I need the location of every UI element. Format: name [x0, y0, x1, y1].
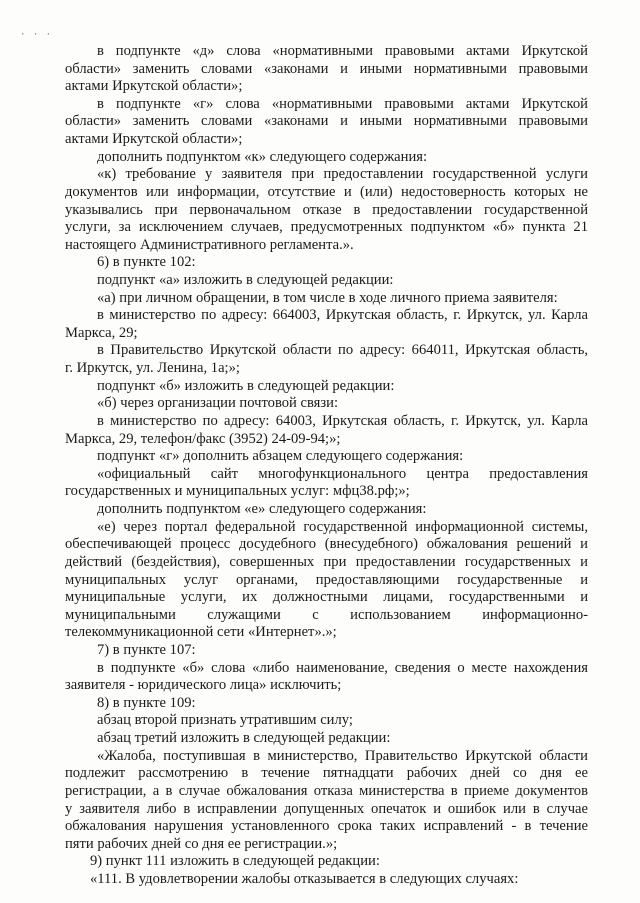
text-line: в министерство по адресу: 64003, Иркутская область, г. Иркутск, ул. Карла — [97, 413, 588, 429]
text-line: Маркса, 29; — [65, 325, 138, 341]
text-line: в министерство по адресу: 664003, Иркутская область, г. Иркутск, ул. Карла — [97, 307, 588, 323]
scan-mark: · · · — [20, 30, 53, 40]
text-line: 9) пункт 111 изложить в следующей редакции: — [90, 853, 380, 869]
text-line: услуги, за исключением случаев, предусмотренных подпунктом «б» пункта 21 — [65, 219, 588, 235]
text-line: настоящего Административного регламента.». — [65, 237, 354, 253]
text-line: дополнить подпунктом «е» следующего содержания: — [97, 501, 427, 517]
text-line: «а) при личном обращении, в том числе в ходе личного приема заявителя: — [97, 290, 558, 306]
text-line: 8) в пункте 109: — [97, 695, 196, 711]
text-line: телекоммуникационной сети «Интернет».»; — [65, 624, 337, 640]
text-line: документов или информации, отсутствие и (или) недостоверность которых не — [65, 184, 588, 200]
text-line: регистрации, а в случае обжалования отказа министерства в приеме документов — [65, 783, 588, 799]
text-line: «официальный сайт многофункционального центра предоставления — [97, 466, 588, 482]
text-line: подпункт «г» дополнить абзацем следующего содержания: — [97, 448, 464, 464]
text-line: актами Иркутской области»; — [65, 131, 243, 147]
text-line: в подпункте «г» слова «нормативными правовыми актами Иркутской — [97, 96, 588, 112]
text-line: подпункт «б» изложить в следующей редакции: — [97, 378, 395, 394]
text-line: обеспечивающей процесс досудебного (внесудебного) обжалования решений и — [65, 536, 588, 552]
text-line: государственных и муниципальных услуг: мфц38.рф;»; — [65, 483, 410, 499]
text-line: муниципальные услуги, их должностными лицами, государственными и — [65, 589, 588, 605]
text-line: муниципальными служащими с использованием информационно- — [65, 607, 588, 623]
text-line: в подпункте «б» слова «либо наименование, сведения о месте нахождения — [97, 660, 588, 676]
text-line: 6) в пункте 102: — [97, 254, 196, 270]
text-line: обжалования нарушения установленного срока таких исправлений - в течение — [65, 818, 588, 834]
text-line: муниципальных услуг органами, предоставляющими государственные и — [65, 572, 588, 588]
text-line: пяти рабочих дней со дня ее регистрации.»; — [65, 836, 338, 852]
text-line: в Правительство Иркутской области по адресу: 664011, Иркутская область, — [97, 342, 588, 358]
text-line: «е) через портал федеральной государственной информационной системы, — [97, 519, 588, 535]
text-line: актами Иркутской области»; — [65, 78, 243, 94]
text-line: дополнить подпунктом «к» следующего содержания: — [97, 149, 428, 165]
text-line: г. Иркутск, ул. Ленина, 1а;»; — [65, 360, 240, 376]
text-line: области» заменить словами «законами и иными нормативными правовыми — [65, 113, 588, 129]
text-line: заявителя - юридического лица» исключить; — [65, 677, 342, 693]
text-line: области» заменить словами «законами и иными нормативными правовыми — [65, 61, 588, 77]
text-line: в подпункте «д» слова «нормативными правовыми актами Иркутской — [97, 43, 588, 59]
text-line: подлежит рассмотрению в течение пятнадцати рабочих дней со дня ее — [65, 765, 588, 781]
text-line: «111. В удовлетворении жалобы отказывается в следующих случаях: — [90, 871, 519, 887]
text-line: Маркса, 29, телефон/факс (3952) 24-09-94;»; — [65, 431, 341, 447]
text-line: действий (бездействия), совершенных при предоставлении государственных и — [65, 554, 588, 570]
text-line: «б) через организации почтовой связи: — [97, 395, 339, 411]
text-line: «Жалоба, поступившая в министерство, Правительство Иркутской области — [97, 748, 588, 764]
text-line: подпункт «а» изложить в следующей редакции: — [97, 272, 394, 288]
text-line: «к) требование у заявителя при предоставлении государственной услуги — [97, 166, 588, 182]
text-line: абзац второй признать утратившим силу; — [97, 712, 353, 728]
text-line: абзац третий изложить в следующей редакции: — [97, 730, 391, 746]
text-line: 7) в пункте 107: — [97, 642, 196, 658]
text-line: у заявителя либо в исправлении допущенных опечаток и ошибок или в случае — [65, 801, 588, 817]
text-line: указывались при первоначальном отказе в предоставлении государственной — [65, 202, 588, 218]
